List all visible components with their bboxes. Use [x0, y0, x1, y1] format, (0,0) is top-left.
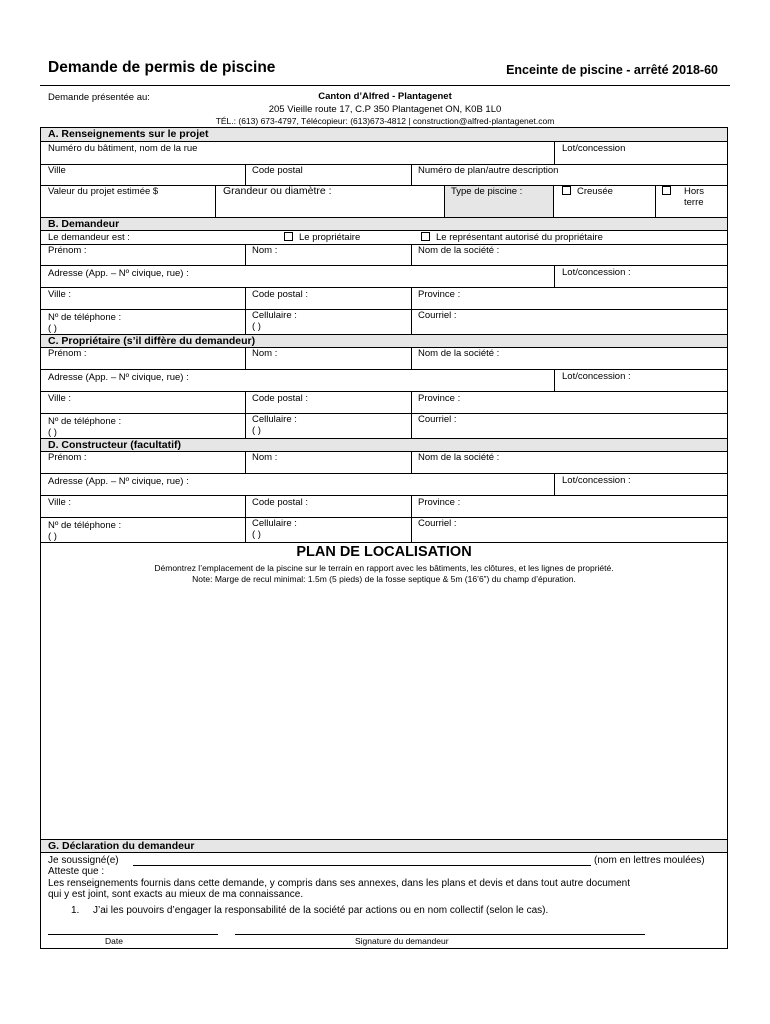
divider — [411, 495, 412, 517]
divider — [41, 542, 727, 543]
date-label: Date — [105, 936, 123, 946]
postal-field-a[interactable]: Code postal — [252, 165, 303, 176]
section-c-header: C. Propriétaire (s’il diffère du demandeur) — [41, 334, 727, 348]
phone-paren-c: ( ) — [48, 427, 57, 438]
postal-field-b[interactable]: Code postal : — [252, 289, 308, 300]
company-field-c[interactable]: Nom de la société : — [418, 348, 500, 359]
province-field-b[interactable]: Province : — [418, 289, 461, 300]
plan-instruction: Démontrez l’emplacement de la piscine sur le terrain en rapport avec les bâtiments, les clôtures, et les lignes de propriété. — [154, 563, 614, 573]
divider — [41, 517, 727, 518]
divider — [41, 473, 727, 474]
divider — [41, 287, 727, 288]
divider — [245, 413, 246, 438]
divider — [411, 287, 412, 309]
divider — [554, 473, 555, 495]
phone-paren-b: ( ) — [48, 323, 57, 334]
divider — [41, 244, 727, 245]
presented-to-label: Demande présentée au: — [48, 92, 150, 103]
phone-paren-d: ( ) — [48, 531, 57, 542]
name-caps-label: (nom en lettres moulées) — [594, 855, 705, 866]
postal-field-d[interactable]: Code postal : — [252, 497, 308, 508]
owner-label: Le propriétaire — [299, 232, 361, 243]
org-address: 205 Vieille route 17, C.P 350 Plantagenet ON, K0B 1L0 — [268, 104, 502, 115]
plan-number-field[interactable]: Numéro de plan/autre description — [418, 165, 559, 176]
first-name-field-b[interactable]: Prénom : — [48, 245, 87, 256]
undersigned-label: Je soussigné(e) — [48, 855, 119, 866]
statement-line-2: qui y est joint, sont exacts au mieux de ma connaissance. — [48, 889, 304, 900]
rep-label: Le représentant autorisé du propriétaire — [436, 232, 603, 243]
section-b-header: B. Demandeur — [41, 217, 727, 231]
org-contact: TÉL.: (613) 673-4797, Télécopieur: (613)673-4812 | construction@alfred-plantagenet.com — [215, 116, 555, 126]
statement-line-1: Les renseignements fournis dans cette demande, y compris dans ses annexes, dans les plans et devis et dans tout autre document — [48, 878, 631, 889]
divider — [554, 141, 555, 164]
divider — [411, 413, 412, 438]
owner-checkbox[interactable] — [284, 232, 293, 241]
aboveground-option[interactable] — [662, 186, 677, 197]
city-field-d[interactable]: Ville : — [48, 497, 72, 508]
divider — [554, 265, 555, 287]
city-field-a[interactable]: Ville — [48, 165, 66, 176]
address-field-b[interactable]: Adresse (App. – Nº civique, rue) : — [48, 268, 189, 279]
header-rule — [40, 85, 730, 86]
divider — [411, 391, 412, 413]
first-name-field-d[interactable]: Prénom : — [48, 452, 87, 463]
inground-label: Creusée — [577, 186, 613, 197]
divider — [41, 495, 727, 496]
divider — [41, 309, 727, 310]
divider — [245, 451, 246, 473]
name-field-b[interactable]: Nom : — [252, 245, 278, 256]
inground-option[interactable] — [562, 186, 613, 197]
divider — [411, 451, 412, 473]
rep-checkbox[interactable] — [421, 232, 430, 241]
divider — [41, 413, 727, 414]
date-line[interactable] — [48, 934, 218, 935]
permit-form — [40, 127, 728, 949]
cell-paren-c: ( ) — [252, 425, 261, 436]
cell-field-b[interactable]: Cellulaire : — [252, 310, 297, 321]
rep-option[interactable] — [421, 232, 603, 243]
divider — [41, 391, 727, 392]
item-number: 1. — [71, 905, 80, 916]
lot-field-a[interactable]: Lot/concession — [562, 143, 626, 154]
divider — [553, 185, 554, 218]
email-field-d[interactable]: Courriel : — [418, 518, 457, 529]
section-g-header: G. Déclaration du demandeur — [41, 839, 727, 853]
plan-title: PLAN DE LOCALISATION — [296, 544, 472, 560]
divider — [245, 391, 246, 413]
cell-paren-b: ( ) — [252, 321, 261, 332]
city-field-c[interactable]: Ville : — [48, 393, 72, 404]
divider — [41, 369, 727, 370]
divider — [41, 164, 727, 165]
divider — [411, 309, 412, 334]
cell-paren-d: ( ) — [252, 529, 261, 540]
plan-setback-note: Note: Marge de recul minimal: 1.5m (5 pieds) de la fosse septique & 5m (16’6”) du champ d’épuration. — [192, 574, 576, 584]
address-field-d[interactable]: Adresse (App. – Nº civique, rue) : — [48, 476, 189, 487]
divider — [411, 517, 412, 542]
province-field-d[interactable]: Province : — [418, 497, 461, 508]
aboveground-label-1: Hors — [684, 186, 705, 197]
phone-field-d[interactable]: Nº de téléphone : — [48, 520, 122, 531]
form-subtitle: Enceinte de piscine - arrêté 2018-60 — [506, 63, 718, 77]
divider — [245, 517, 246, 542]
divider — [245, 244, 246, 265]
company-field-b[interactable]: Nom de la société : — [418, 245, 500, 256]
divider — [41, 265, 727, 266]
attests-label: Atteste que : — [48, 866, 105, 877]
section-a-header: A. Renseignements sur le projet — [41, 128, 727, 142]
email-field-c[interactable]: Courriel : — [418, 414, 457, 425]
signature-label: Signature du demandeur — [355, 936, 449, 946]
applicant-is-label: Le demandeur est : — [48, 232, 130, 243]
signature-line[interactable] — [235, 934, 645, 935]
divider — [655, 185, 656, 218]
postal-field-c[interactable]: Code postal : — [252, 393, 308, 404]
divider — [554, 369, 555, 391]
phone-field-c[interactable]: Nº de téléphone : — [48, 416, 122, 427]
divider — [245, 287, 246, 309]
email-field-b[interactable]: Courriel : — [418, 310, 457, 321]
divider — [245, 347, 246, 369]
lot-field-b[interactable]: Lot/concession : — [562, 267, 631, 278]
form-title: Demande de permis de piscine — [48, 59, 276, 76]
site-plan-area[interactable] — [41, 586, 727, 839]
cell-field-d[interactable]: Cellulaire : — [252, 518, 297, 529]
project-value-field[interactable]: Valeur du projet estimée $ — [48, 186, 159, 197]
divider — [411, 347, 412, 369]
org-name: Canton d’Alfred - Plantagenet — [318, 91, 452, 102]
cell-field-c[interactable]: Cellulaire : — [252, 414, 297, 425]
city-field-b[interactable]: Ville : — [48, 289, 72, 300]
section-d-header: D. Constructeur (facultatif) — [41, 438, 727, 452]
divider — [245, 309, 246, 334]
divider — [411, 164, 412, 185]
declaration-item-1: J’ai les pouvoirs d’engager la responsabilité de la société par actions ou en nom collectif (selon le cas). — [93, 905, 549, 916]
lot-field-c[interactable]: Lot/concession : — [562, 371, 631, 382]
divider — [245, 164, 246, 185]
divider — [245, 495, 246, 517]
divider — [215, 185, 216, 218]
company-field-d[interactable]: Nom de la société : — [418, 452, 500, 463]
pool-size-field[interactable]: Grandeur ou diamètre : — [223, 185, 332, 197]
owner-option[interactable] — [284, 232, 360, 243]
province-field-c[interactable]: Province : — [418, 393, 461, 404]
divider — [411, 244, 412, 265]
name-field-c[interactable]: Nom : — [252, 348, 278, 359]
first-name-field-c[interactable]: Prénom : — [48, 348, 87, 359]
lot-field-d[interactable]: Lot/concession : — [562, 475, 631, 486]
phone-field-b[interactable]: Nº de téléphone : — [48, 312, 122, 323]
aboveground-label-2: terre — [684, 197, 704, 208]
pool-type-label: Type de piscine : — [451, 186, 523, 197]
inground-checkbox[interactable] — [562, 186, 571, 195]
aboveground-checkbox[interactable] — [662, 186, 671, 195]
name-field-d[interactable]: Nom : — [252, 452, 278, 463]
address-field-c[interactable]: Adresse (App. – Nº civique, rue) : — [48, 372, 189, 383]
building-number-field[interactable]: Numéro du bâtiment, nom de la rue — [48, 143, 198, 154]
undersigned-name-line[interactable] — [133, 865, 591, 866]
